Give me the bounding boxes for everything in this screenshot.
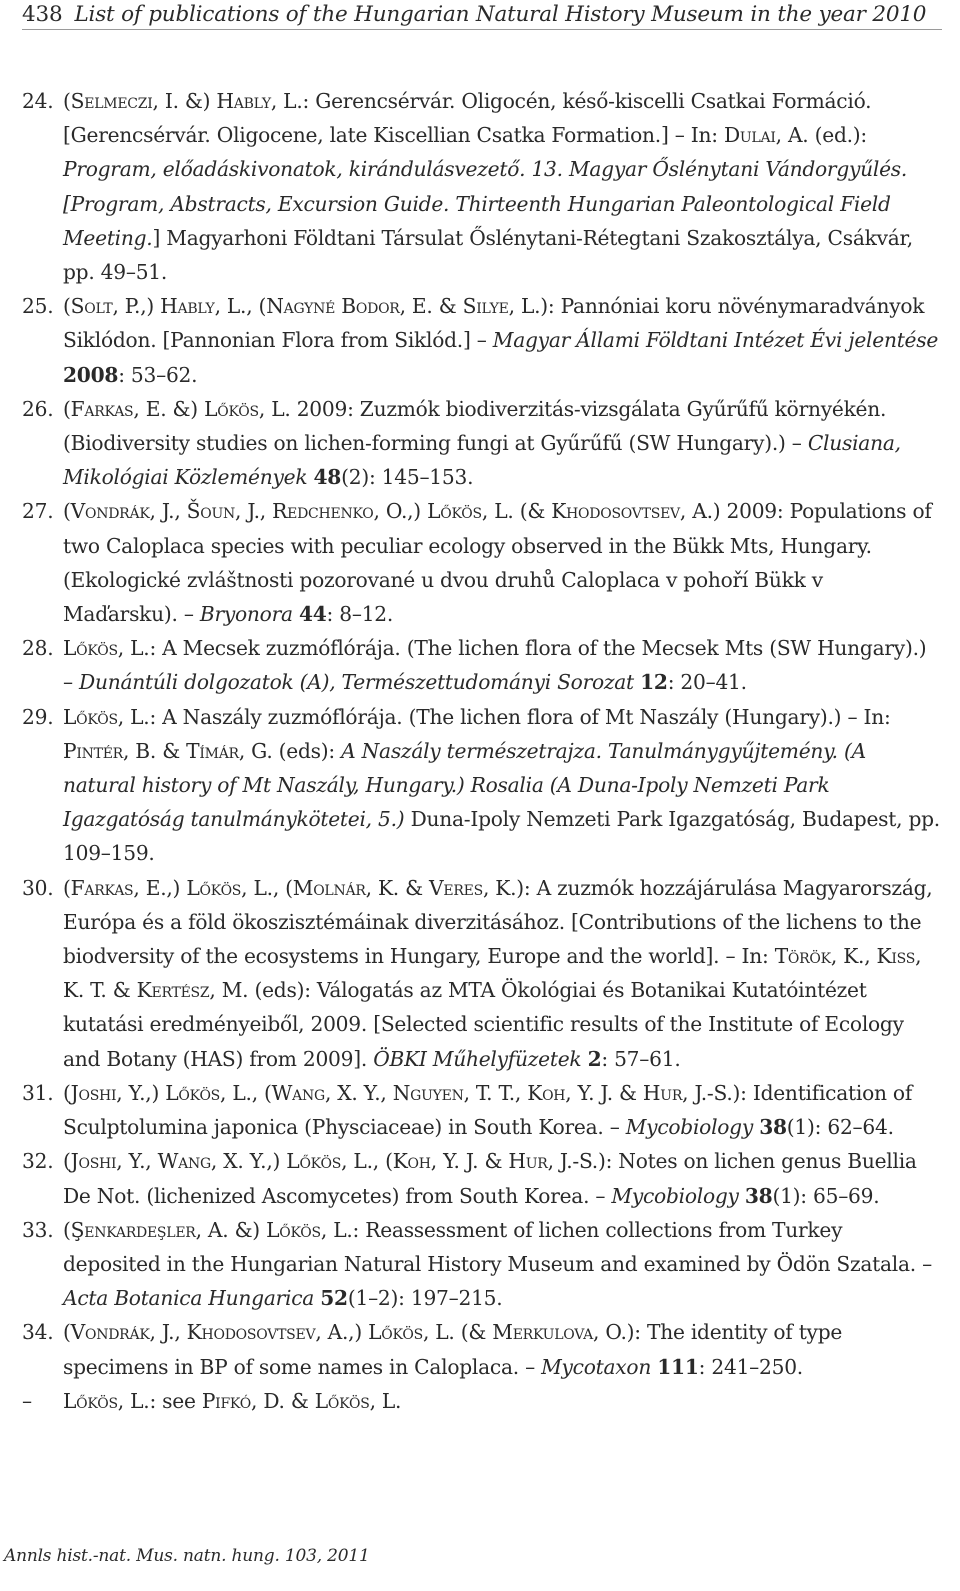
running-header (22, 4, 942, 30)
entry-text: (Selmeczi, I. &) Hably, L.: Gerencsérvár. Oligocén, késő-kiscelli Csatkai Formáció. [Gerencsérvár. Oligocene, late Kiscellian Csatka Formation.] – In: Dulai, A. (ed.): Program, előadáskivonatok, kirándulásvezető. 13. Magyar Őslénytani Vándorgyűlés. [Program, Abstracts, Excursion Guide. Thirteenth Hungarian Paleontological Field Meeting.] Magyarhoni Földtani Társulat Őslénytani-Rétegtani Szakosztálya, Csákvár, pp. 49–51. (63, 89, 913, 285)
entry-number: 26. (22, 396, 54, 421)
list-item (22, 392, 942, 495)
list-item (22, 700, 942, 871)
list-item (22, 1213, 942, 1316)
list-item (22, 871, 942, 1076)
entry-text: (Vondrák, J., Khodosovtsev, A.,) Lőkös, L. (& Merkulova, O.): The identity of type specimens in BP of some names in Caloplaca. – Mycotaxon 111: 241–250. (63, 1320, 843, 1379)
entry-number: 29. (22, 704, 54, 729)
entry-text: Lőkös, L.: see Pifkó, D. & Lőkös, L. (63, 1388, 402, 1413)
list-item (22, 1315, 942, 1383)
page-number: 438 (22, 2, 63, 27)
entry-text: Lőkös, L.: A Mecsek zuzmóflórája. (The lichen flora of the Mecsek Mts (SW Hungary).) – Dunántúli dolgozatok (A), Természettudományi Sorozat 12: 20–41. (63, 636, 927, 695)
running-title: List of publications of the Hungarian Natural History Museum in the year 2010 (74, 2, 927, 27)
entry-number: 33. (22, 1217, 54, 1242)
entry-number: – (22, 1388, 32, 1413)
list-item (22, 289, 942, 392)
list-item (22, 631, 942, 699)
entry-text: (Joshi, Y., Wang, X. Y.,) Lőkös, L., (Koh, Y. J. & Hur, J.-S.): Notes on lichen genus Buellia De Not. (lichenized Ascomycetes) from South Korea. – Mycobiology 38(1): 65–69. (63, 1149, 917, 1208)
entry-number: 24. (22, 89, 54, 113)
list-item (22, 84, 942, 289)
entry-text: (Farkas, E. &) Lőkös, L. 2009: Zuzmók biodiverzitás-vizsgálata Gyűrűfű környékén. (Biodiversity studies on lichen-forming fungi at Gyűrűfű (SW Hungary).) – Clusiana, Mikológiai Közlemények 48(2): 145–153. (63, 396, 901, 490)
entry-text: (Şenkardeşler, A. &) Lőkös, L.: Reassessment of lichen collections from Turkey deposited in the Hungarian Natural History Museum and examined by Ödön Szatala. – Acta Botanica Hungarica 52(1–2): 197–215. (63, 1217, 932, 1311)
entry-number: 25. (22, 294, 54, 319)
entry-text: (Farkas, E.,) Lőkös, L., (Molnár, K. & Veres, K.): A zuzmók hozzájárulása Magyarország, Európa és a föld ökoszisztémáinak diverzitásához. [Contributions of the lichens to the biodversity of the ecosystems in Hungary, Europe and the world]. – In: Török, K., Kiss, K. T. & Kertész, M. (eds): Válogatás az MTA Ökológiai és Botanikai Kutatóintézet kutatási eredményeiből, 2009. [Selected scientific results of the Institute of Ecology and Botany (HAS) from 2009]. ÖBKI Műhelyfüzetek 2: 57–61. (63, 875, 933, 1071)
publication-list (22, 84, 942, 1418)
entry-text: (Vondrák, J., Šoun, J., Redchenko, O.,) Lőkös, L. (& Khodosovtsev, A.) 2009: Populations of two Caloplaca species with peculiar ecology observed in the Bükk Mts, Hungary. (Ekologické zvláštnosti pozorované u dvou druhů Caloplaca v pohoří Bükk v Maďarsku). – Bryonora 44: 8–12. (63, 499, 932, 627)
entry-number: 27. (22, 499, 54, 524)
entry-number: 34. (22, 1320, 54, 1345)
entry-number: 32. (22, 1149, 54, 1174)
list-item (22, 494, 942, 631)
journal-footer: Annls hist.-nat. Mus. natn. hung. 103, 2011 (4, 1546, 370, 1566)
list-item (22, 1076, 942, 1144)
entry-text: (Joshi, Y.,) Lőkös, L., (Wang, X. Y., Nguyen, T. T., Koh, Y. J. & Hur, J.-S.): Identification of Sculptolumina japonica (Physciaceae) in South Korea. – Mycobiology 38(1): 62–64. (63, 1080, 913, 1140)
entry-number: 28. (22, 636, 54, 661)
list-item (22, 1144, 942, 1212)
list-item (22, 1384, 942, 1418)
entry-text: (Solt, P.,) Hably, L., (Nagyné Bodor, E. & Silye, L.): Pannóniai koru növénymaradványok Siklódon. [Pannonian Flora from Siklód.] – Magyar Állami Földtani Intézet Évi jelentése 2008: 53–62. (63, 294, 939, 387)
entry-number: 30. (22, 875, 54, 900)
entry-number: 31. (22, 1080, 54, 1105)
entry-text: Lőkös, L.: A Naszály zuzmóflórája. (The lichen flora of Mt Naszály (Hungary).) – In: Pintér, B. & Tímár, G. (eds): A Naszály természetrajza. Tanulmánygyűjtemény. (A natural history of Mt Naszály, Hungary.) Rosalia (A Duna-Ipoly Nemzeti Park Igazgatóság tanulmánykötetei, 5.) Duna-Ipoly Nemzeti Park Igazgatóság, Budapest, pp. 109–159. (63, 704, 940, 866)
